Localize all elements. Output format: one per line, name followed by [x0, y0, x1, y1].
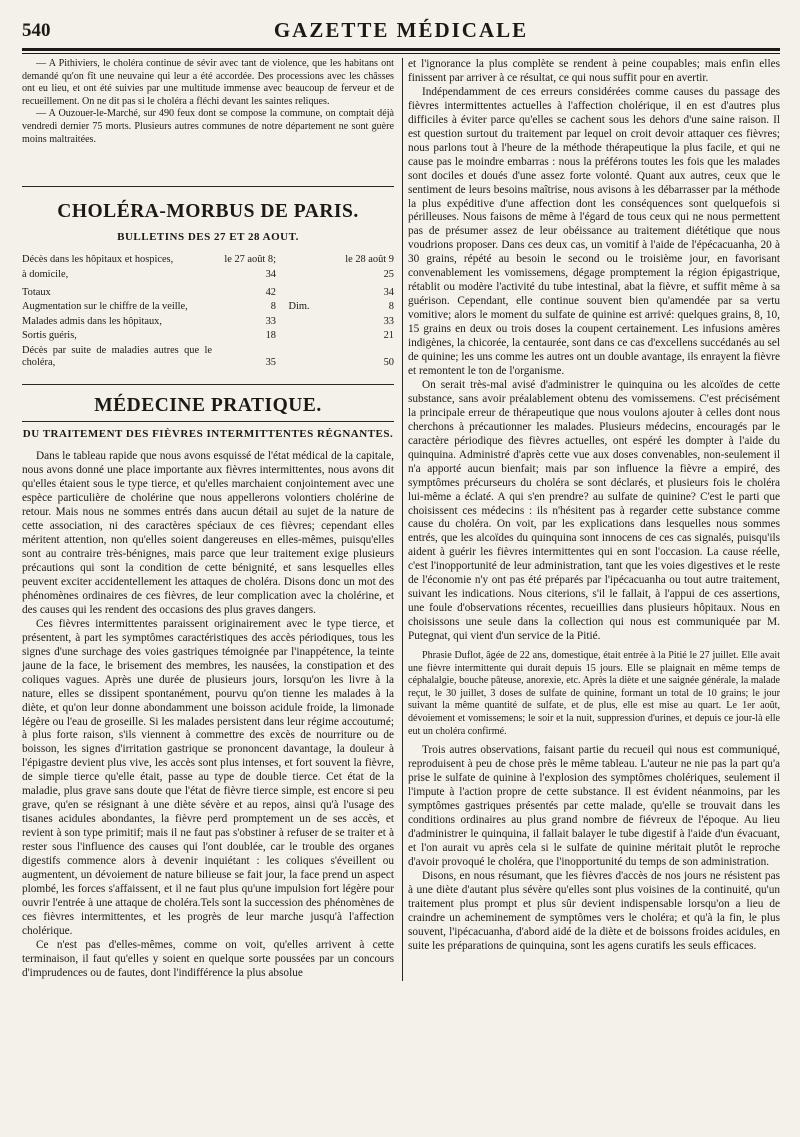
table-row	[22, 268, 394, 282]
row-value-28: 33	[383, 315, 394, 327]
journal-title: GAZETTE MÉDICALE	[273, 18, 529, 42]
table-row	[22, 344, 394, 371]
row-note: Dim.	[288, 301, 310, 313]
table-row	[22, 282, 394, 300]
section-divider	[22, 384, 394, 385]
left-column	[22, 58, 403, 981]
bulletin-title: CHOLÉRA-MORBUS DE PARIS.	[57, 201, 359, 223]
case-observation: Phrasie Duflot, âgée de 22 ans, domestique, était entrée à la Pitié le 27 juillet. Elle avait une fièvre intermittente qui durait depuis 15 jours. Elle se plaignait en même temps de céphalalgie, bouche pâteuse, anorexie, etc. Après la diète et une saignée générale, la malade reçut, le 30 juillet, 3 doses de sulfate de quinine, formant un total de 10 grains; le jour suivant la même quantité de sulfate, et de plus, elle est mise au quart. Le 1er août, dévoiement et vomissemens; le soir et la nuit, suppression d'urines, et depuis ce jour-là elle eut un choléra confirmé.	[408, 650, 780, 737]
row-value-28: 21	[383, 330, 394, 342]
row-value-27: le 27 août 8;	[224, 254, 276, 266]
two-column-body	[22, 58, 780, 981]
row-note	[276, 315, 322, 329]
row-value-28: 8	[388, 301, 394, 313]
row-label: Décès par suite de maladies autres que le choléra,	[22, 344, 212, 368]
row-value-27: 42	[265, 286, 276, 298]
article-paragraph: Trois autres observations, faisant partie du recueil qui nous est communiqué, reproduisent à peu de chose près le même tableau. L'auteur ne nie pas la part qu'a prise le sulfate de quinine à l'explosion des symptômes cholériques, seulement il l'impute à l'action propre de cette substance. Il est évident néanmoins, par les symptômes gastriques présentés par cette malade, qu'elle se trouvait dans les conditions ordinaires au plus grand nombre de fiévreux de l'époque. Au lieu d'administrer le quinquina, il fallait balayer le tube digestif à l'aide d'un évacuant, et l'on aurait vu après cela si le sulfate de quinine méritait plutôt le reproche d'avoir provoqué le choléra, que l'inopportunité du temps de son administration.	[408, 744, 780, 868]
article-paragraph: Indépendamment de ces erreurs considérées comme causes du passage des fièvres intermittentes actuelles à l'affection cholérique, il en est d'autres plus difficiles à éviter parce qu'elles se cachent sous les dehors d'une saine raison. Il est question surtout du traitement par lequel on croit devoir attaquer ces fièvres; nous parlons tout à l'heure de la méthode thérapeutique la plus facile, et qui ne cause pas le moindre embarras : nous la préférons toutes les fois que les malades sont dociles et doués d'une assez forte volonté. Quant aux autres, ceux que le sentiment de leurs besoins maîtrise, nous avisons à les débarrasser par la méthode la plus expéditive d'une affection dont les conséquences sont quelquefois si périlleuses. Nous faisons de même à l'égard de tous ceux qui ne nous permettent pas de présumer assez de leur obéissance au traitement diététique que nous voudrions proposer. Dans ces deux cas, un vomitif à l'aide de l'épécacuanha, 20 à 30 grains, répété au besoin le second ou le troisième jour, en favorisant convenablement les vomissemens, dégage promptement la région épigastrique, rétablit ou modère l'activité du tube intestinal, abat la fièvre, et suffit même à sa guérison. Cependant, elle continue souvent bien qu'amendée par sa vertu vomitive; alors le moment du sulfate de quinine est arrivé: quelques grains, 8, 10, 15 grains en deux ou trois doses la coupent certainement. Les infusions amères indigènes, la chicorée, la centaurée, sont dans ce cas d'excellens succédanés au sel de quinine; les uns comme les autres ont un double avantage, ils enrayent la fièvre et remontent le ton de l'organisme.	[408, 85, 780, 377]
row-label: Sortis guéris,	[22, 330, 77, 342]
news-item: — A Ouzouer-le-Marché, sur 490 feux dont se compose la commune, on comptait déjà vendredi dernier 75 morts. Plusieurs autres communes de notre département ne sont guère moins maltraitées.	[22, 108, 394, 145]
row-note	[276, 329, 322, 343]
table-row	[22, 300, 394, 314]
row-note	[276, 253, 322, 267]
article-paragraph: On serait très-mal avisé d'administrer le quinquina ou les alcoïdes de cette substance, sans avoir préalablement obtenu des vomissemens. C'est précisément la principale erreur de thérapeutique que nous voulons ajouter à celles dont nous cherchons à précautionner les malades. Plusieurs médecins, encouragés par le caractère périodique des fièvres actuelles, ont espéré les dompter à l'aide du quinquina. Administré d'après cette vue aux doses convenables, non-seulement il n'a apporté aucun bienfait; mais par son influence la fièvre a empiré, des symptômes précurseurs du choléra se sont déclarés, et plusieurs fois le choléra lui-même a éclaté. A qui s'en prendre? au sulfate de quinine? C'est le parti que choisissent ces médecins : ils n'hésitent pas à regarder cette substance comme cause du choléra. On voit, par les explications dans lesquelles nous sommes entrés, que les alcoïdes du quinquina sont innocens de ces cas signalés, puisqu'ils aident à guérir les fièvres intermittentes qui en sont l'occasion. La cause réelle, c'est l'inopportunité de leur administration, tant que les voies digestives et le reste de l'économie n'y ont pas été préparés par l'ipécacuanha ou tout autre traitement, suivant les indications. Nous citerions, s'il le fallait, à l'appui de ces assertions, une foule d'observations récentes, recueillies dans plusieurs hôpitaux. Nous en choisissons une seule dans la collection qui nous est communiquée par M. Putegnat, qui vient d'un service de la Pitié.	[408, 378, 780, 643]
right-column	[406, 58, 780, 981]
title-rule	[22, 421, 394, 422]
row-note	[276, 344, 322, 371]
table-row	[22, 329, 394, 343]
row-note	[276, 268, 322, 282]
row-value-28: 50	[383, 357, 394, 368]
bulletin-table	[22, 253, 394, 370]
row-note	[276, 282, 322, 300]
page-number: 540	[22, 20, 51, 41]
header-rule	[22, 48, 780, 54]
row-value-27: 33	[265, 315, 276, 327]
row-label: à domicile,	[22, 268, 69, 280]
row-value-27: 35	[265, 357, 276, 368]
row-label: Totaux	[22, 286, 51, 298]
row-value-27: 8	[270, 301, 276, 313]
news-item: — A Pithiviers, le choléra continue de sévir avec tant de violence, que les habitans ont demandé qu'on fît une neuvaine qui leur a été accordée. Des processions avec les châsses ont eu lieu, et ont été suivies par une multitude immense avec beaucoup de ferveur et de recueillement. On ne dit pas si le choléra a fléchi devant les saintes reliques.	[22, 58, 394, 107]
row-value-27: 34	[265, 268, 276, 280]
article-paragraph: Ce n'est pas d'elles-mêmes, comme on voit, qu'elles arrivent à cette terminaison, il faut qu'elles y soient en quelque sorte poussées par un concours d'imprudences ou de fautes, dont l'indifférence la plus absolue	[22, 938, 394, 979]
row-label: Décès dans les hôpitaux et hospices,	[22, 254, 174, 266]
masthead	[22, 10, 780, 44]
row-value-28: le 28 août 9	[345, 254, 394, 266]
section-divider	[22, 186, 394, 187]
row-value-28: 34	[383, 286, 394, 298]
article-subtitle: DU TRAITEMENT DES FIÈVRES INTERMITTENTES RÉGNANTES.	[22, 428, 394, 441]
row-label: Malades admis dans les hôpitaux,	[22, 315, 162, 327]
article-paragraph: Disons, en nous résumant, que les fièvres d'accès de nos jours ne résistent pas à une diète d'autant plus sévère qu'elles sont plus voisines de la continuité, qu'un traitement plus prompt et plus sûr devient indispensable lorsqu'on a lieu de craindre un acheminement de symptômes vers le choléra; et qu'à la fin, le plus souvent, l'ipécacuanha, d'abord aidé de la diète et de boissons froides acidules, en suite les préparations de quinquina, sont les agens curatifs les seuls efficaces.	[408, 869, 780, 952]
table-row	[22, 315, 394, 329]
bulletin-subtitle: BULLETINS DES 27 ET 28 AOUT.	[117, 231, 299, 244]
article-paragraph: Dans le tableau rapide que nous avons esquissé de l'état médical de la capitale, nous avons donné une place importante aux fièvres intermittentes, nous avons dit qu'elles étaient sous le type tierce, et qu'elles marchaient conjointement avec une espèce particulière de cholérine que nous appellerons volontiers cholérine de retour. Mais nous ne sommes entrés dans aucun détail au sujet de la nature de cette association, ni des caractères spéciaux de ces fièvres; cependant elles méritent attention, non qu'elles soient dangereuses en elles-mêmes, puisqu'elles sont au contraire très-bénignes, mais parce que leur traitement exige plusieurs précautions qui sont la condition de cette bénignité, et sans lesquelles elles peuvent exciter accidentellement les attaques de choléra. Disons donc un mot des phénomènes ordinaires de ces fièvres, de leur complication avec la cholérine, et des causes qui les rendent des occasions des plus graves dangers.	[22, 450, 394, 616]
article-paragraph: et l'ignorance la plus complète se rendent à peine coupables; mais enfin elles finissent par arriver à ce résultat, ce qui nous suffit pour en avertir.	[408, 58, 780, 84]
table-row	[22, 253, 394, 267]
row-value-28: 25	[383, 268, 394, 280]
article-title: MÉDECINE PRATIQUE.	[94, 395, 322, 417]
row-label: Augmentation sur le chiffre de la veille,	[22, 301, 188, 313]
row-value-27: 18	[265, 330, 276, 342]
article-paragraph: Ces fièvres intermittentes paraissent originairement avec le type tierce, et présentent, à part les symptômes caractéristiques des accès périodiques, tous les signes d'une surchage des voies gastriques témoignée par l'inappétence, la teinte jaune de la face, le brisement des membres, les nausées, la constipation et des coliques vagues. Après une durée de plusieurs jours, lorsqu'on les livre à la nature, elles se dissipent spontanément, pourvu qu'on tienne les malades à la diète, et qu'on leur donne abondamment une boisson acidule froide, la limonade légère ou l'eau de groseille. Si les malades persistent dans leur régime accoutumé; à plus forte raison, s'ils viennent à commettre des excès de nourriture ou de boisson, les signes d'irritation gastrique se prononcent davantage, la douleur à l'épigastre devient plus vive, les accès sont plus intenses, et fort souvent la fièvre, de simple tierce qu'elle était, passe au type de double tierce. Cet état de la maladie, plus grave sans doute que l'état de fièvre tierce simple, est encore si peu grave, qu'en se résignant à une diète sévère et au repos, ainsi qu'à l'usage des tisanes acidules abondantes, la fièvre perd promptement un de ses accès, et revient à son type primitif; mais il ne faut pas s'obstiner à refuser de se traiter et à rester sous l'influence des causes qui l'ont doublée, car le trouble des organes digestifs commence alors à devenir inquiétant : les coliques s'éveillent ou augmentent, un dévoiement de nature bilieuse se fait jour, la face prend un aspect plombé, les forces s'affaissent, et il ne faut plus qu'une impulsion fort légère pour ouvrir l'entrée à une attaque de choléra.Tels sont la succession des phénomènes de ces fièvres intermittentes, et les progrès de leur marche jusqu'à l'affection cholérique.	[22, 617, 394, 937]
